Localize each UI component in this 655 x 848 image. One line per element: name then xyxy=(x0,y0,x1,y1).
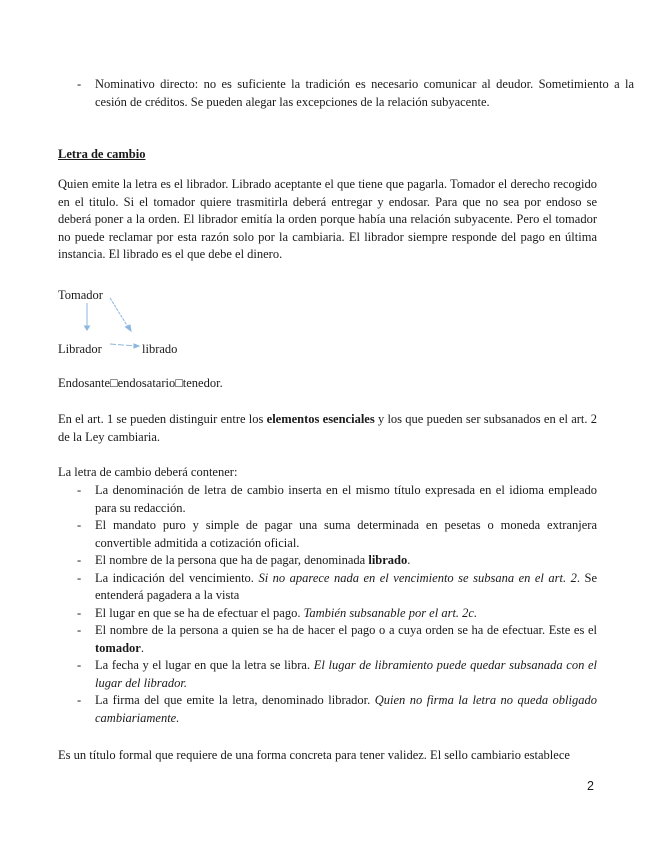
diagram-label-librado: librado xyxy=(142,342,178,356)
list-item-text: El nombre de la persona a quien se ha de hacer el pago o a cuya orden se ha de efectuar. Este es el xyxy=(95,623,597,637)
list-item-text: El mandato puro y simple de pagar una suma determinada en pesetas o moneda extranjera convertible admitida a cotización oficial. xyxy=(95,518,597,550)
art1-paragraph xyxy=(58,411,597,446)
arrowhead-icon xyxy=(134,344,139,348)
endosante-line: Endosante□endosatario□tenedor. xyxy=(58,376,223,390)
list-item-italic: Quien no firma la letra no queda obligado cambiariamente. xyxy=(95,693,597,725)
bullet-dash: - xyxy=(77,518,82,532)
list-item-text: . xyxy=(407,553,411,567)
bullet-dash: - xyxy=(77,553,82,567)
final-paragraph: Es un título formal que requiere de una forma concreta para tener validez. El sello cambiario establece xyxy=(58,748,570,762)
list-item-text: . Se entenderá pagadera a la vista xyxy=(95,570,597,602)
list-item-bold: tomador xyxy=(95,640,141,655)
list-item-bold: librado xyxy=(368,553,408,567)
list-item-italic: El lugar de libramiento puede quedar subsanada con el lugar del librador. xyxy=(95,658,597,690)
list-item xyxy=(58,552,597,570)
arrowhead-icon xyxy=(85,326,90,330)
list-item xyxy=(58,605,597,623)
art1-text-after: y los que pueden ser subsanados en el art. 2 de la Ley cambiaria. xyxy=(58,412,598,444)
requirements-list xyxy=(58,482,597,727)
page-number: 2 xyxy=(587,779,594,793)
list-item-text: . xyxy=(140,640,144,655)
list-item xyxy=(58,517,597,552)
diagram-label-librador: Librador xyxy=(58,342,102,356)
art1-bold: elementos esenciales xyxy=(266,412,375,426)
bullet-dash: - xyxy=(77,570,82,585)
bullet-dash: - xyxy=(77,483,82,497)
art1-text: En el art. 1 se pueden distinguir entre los xyxy=(58,412,267,426)
list-item xyxy=(58,570,597,605)
arrow-librador-librado xyxy=(110,344,136,346)
list-intro: La letra de cambio deberá contener: xyxy=(58,465,238,479)
list-item-text: El nombre de la persona que ha de pagar, denominada xyxy=(95,553,369,567)
bullet-dash: - xyxy=(77,693,82,707)
bullet-dash: - xyxy=(77,658,82,672)
arrowhead-icon xyxy=(126,325,132,331)
bullet-dash: - xyxy=(77,605,82,620)
intro-bullet-text: Nominativo directo: no es suficiente la tradición es necesario comunicar al deudor. Sometimiento a la cesión de créditos. Se pueden alegar las excepciones de la relación subyacente. xyxy=(95,77,634,109)
list-item-italic: Si no aparece nada en el vencimiento se subsana en el art. 2 xyxy=(258,570,577,585)
diagram-label-tomador: Tomador xyxy=(58,288,103,302)
bullet-dash: - xyxy=(77,77,82,91)
list-item-text: La firma del que emite la letra, denominado librador. xyxy=(95,693,375,707)
paragraph-1: Quien emite la letra es el librador. Librado aceptante el que tiene que pagarla. Tomador el derecho recogido en el titulo. Si el tomador quiere trasmitirla deberá entregar y endosar. Para que no sea por endoso se deberá poner a la orden. El librador emitía la orden porque había una relación subyacente. Pero el tomador no puede reclamar por esta razón solo por la cambiaria. El librador siempre responde del pago en última instancia. El librado es el que debe el dinero. xyxy=(58,177,597,261)
arrow-tomador-librado xyxy=(110,298,128,327)
list-item xyxy=(58,692,597,727)
section-heading: Letra de cambio xyxy=(58,147,146,161)
list-item xyxy=(58,622,597,657)
list-item-text: La denominación de letra de cambio inserta en el mismo título expresada en el idioma empleado para su redacción. xyxy=(95,483,597,515)
list-item-text: La indicación del vencimiento. xyxy=(95,570,259,585)
list-item-text: La fecha y el lugar en que la letra se libra. xyxy=(95,658,314,672)
bullet-dash: - xyxy=(77,623,82,637)
list-item xyxy=(58,482,597,517)
list-item-text: El lugar en que se ha de efectuar el pago. xyxy=(95,605,304,620)
list-item-italic: También subsanable por el art. 2c. xyxy=(303,605,478,620)
list-item xyxy=(58,657,597,692)
